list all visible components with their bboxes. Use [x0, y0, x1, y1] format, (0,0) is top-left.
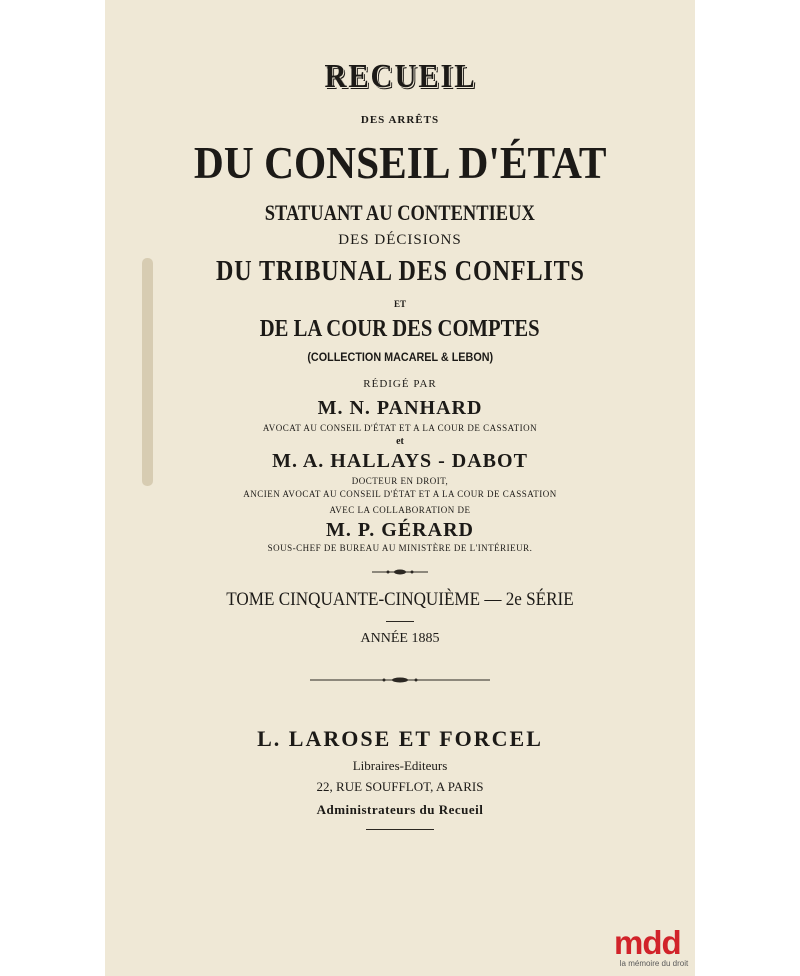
author-panhard: M. N. PANHARD — [317, 397, 483, 419]
collaboration-label: AVEC LA COLLABORATION DE — [329, 505, 471, 515]
author-gerard: M. P. GÉRARD — [326, 519, 474, 541]
tome-serie: TOME CINQUANTE-CINQUIÈME — 2e SÉRIE — [226, 589, 574, 610]
author-et: et — [396, 436, 404, 447]
mdd-logo: mdd — [614, 924, 681, 961]
title-des-arrets: DES ARRÊTS — [360, 114, 440, 126]
redige-par: RÉDIGÉ PAR — [363, 378, 437, 390]
title-collection: (COLLECTION MACAREL & LEBON) — [307, 350, 493, 364]
annee: ANNÉE 1885 — [360, 631, 440, 646]
title-recueil: RECUEIL — [323, 58, 477, 95]
ornament-divider-2 — [308, 675, 492, 685]
author-hallays-title-2: ANCIEN AVOCAT AU CONSEIL D'ÉTAT ET A LA COUR DE CASSATION — [243, 489, 557, 499]
title-conseil-etat: DU CONSEIL D'ÉTAT — [193, 137, 607, 188]
publisher-address: 22, RUE SOUFFLOT, A PARIS — [316, 779, 484, 794]
bottom-rule — [366, 829, 434, 830]
title-et: ET — [393, 299, 406, 309]
author-hallays-dabot: M. A. HALLAYS - DABOT — [272, 450, 528, 472]
ornament-divider-1 — [370, 567, 430, 577]
mdd-tagline: la mémoire du droit — [619, 959, 689, 968]
publisher-role: Libraires-Editeurs — [352, 758, 448, 773]
publisher-admin: Administrateurs du Recueil — [316, 802, 484, 817]
short-rule — [386, 621, 414, 622]
author-hallays-title-1: DOCTEUR EN DROIT, — [351, 476, 449, 486]
publisher-name: L. LAROSE ET FORCEL — [257, 726, 543, 751]
title-tribunal: DU TRIBUNAL DES CONFLITS — [215, 256, 585, 287]
title-cour-des-comptes: DE LA COUR DES COMPTES — [260, 316, 540, 342]
title-statuant: STATUANT AU CONTENTIEUX — [264, 200, 536, 225]
author-gerard-title: SOUS-CHEF DE BUREAU AU MINISTÈRE DE L'INTÉRIEUR. — [267, 543, 533, 553]
title-des-decisions: DES DÉCISIONS — [338, 232, 462, 248]
author-panhard-title: AVOCAT AU CONSEIL D'ÉTAT ET A LA COUR DE CASSATION — [262, 423, 538, 433]
